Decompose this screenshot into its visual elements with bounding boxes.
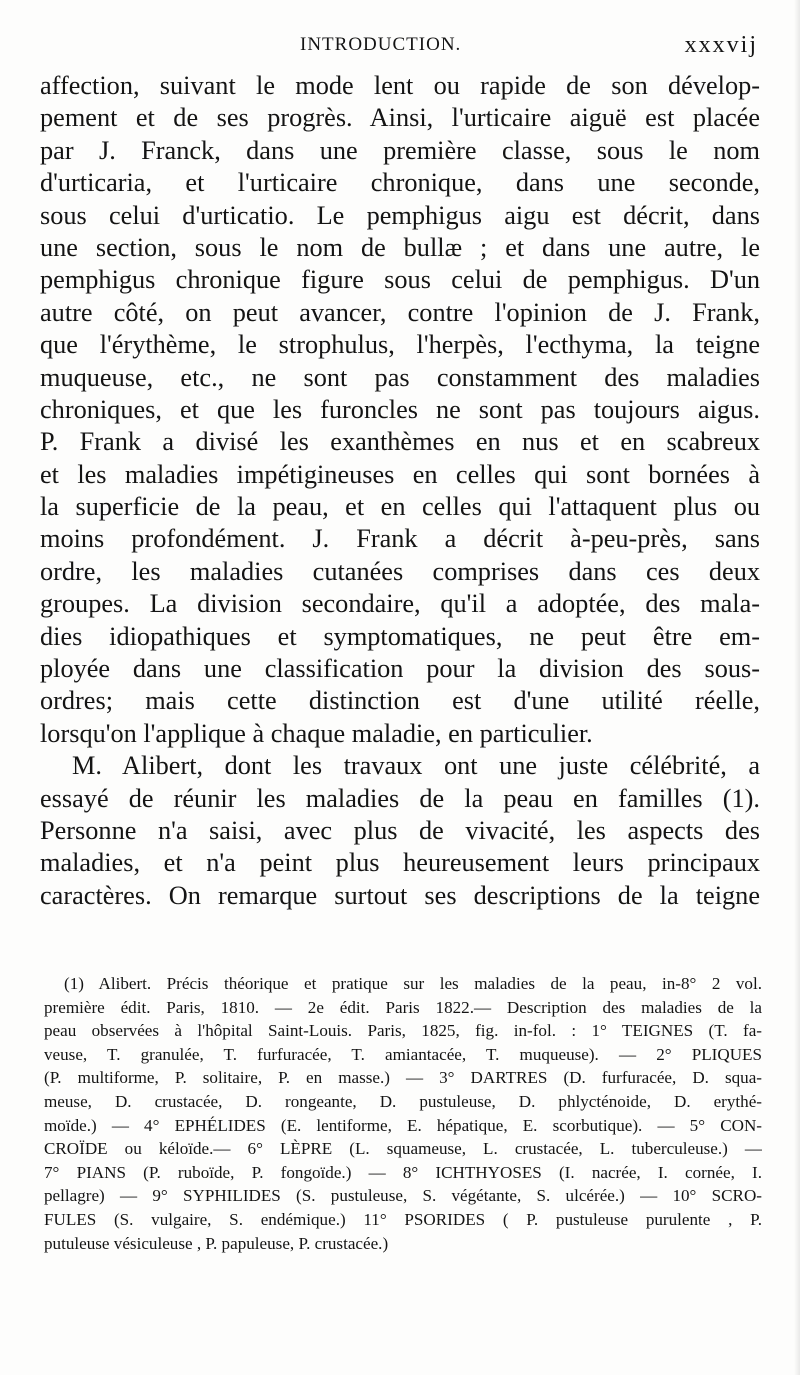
text-line: que l'érythème, le strophulus, l'herpès, l'ecthyma, la teigne	[40, 330, 760, 360]
text-line: d'urticaria, et l'urticaire chronique, dans une seconde,	[40, 168, 760, 198]
text-line: par J. Franck, dans une première classe, sous le nom	[40, 135, 760, 165]
text-line: affection, suivant le mode lent ou rapide de son dévelop-	[40, 71, 760, 100]
text-line: P. Frank a divisé les exanthèmes en nus et en scabreux	[40, 427, 760, 457]
text-line: sous celui d'urticatio. Le pemphigus aigu est décrit, dans	[40, 200, 760, 230]
footnote-line: CROÏDE ou kéloïde.— 6° LÈPRE (L. squameuse, L. crustacée, L. tuberculeuse.) —	[44, 1139, 762, 1159]
text-line: dies idiopathiques et symptomatiques, ne peut être em-	[40, 621, 760, 651]
running-title: INTRODUCTION.	[300, 34, 462, 55]
text-line: chroniques, et que les furoncles ne sont pas toujours aigus.	[40, 394, 760, 424]
footnote-line: (P. multiforme, P. solitaire, P. en masse.) — 3° DARTRES (D. furfuracée, D. squa-	[44, 1068, 762, 1088]
page-number: xxxvij	[684, 32, 758, 58]
footnote-line: pellagre) — 9° SYPHILIDES (S. pustuleuse, S. végétante, S. ulcérée.) — 10° SCRO-	[44, 1186, 762, 1206]
text-line: Personne n'a saisi, avec plus de vivacité, les aspects des	[40, 815, 760, 845]
text-line: ployée dans une classification pour la division des sous-	[40, 654, 760, 684]
text-line: essayé de réunir les maladies de la peau en familles (1).	[40, 783, 760, 813]
text-line: ordre, les maladies cutanées comprises dans ces deux	[40, 556, 760, 586]
text-line: autre côté, on peut avancer, contre l'opinion de J. Frank,	[40, 297, 760, 327]
text-line: caractères. On remarque surtout ses descriptions de la teigne	[40, 880, 760, 910]
page-edge-shadow	[794, 0, 800, 1375]
text-line: muqueuse, etc., ne sont pas constamment des maladies	[40, 362, 760, 392]
text-line: une section, sous le nom de bullæ ; et dans une autre, le	[40, 232, 760, 262]
main-text	[40, 70, 760, 912]
text-line: la superficie de la peau, et en celles qui l'attaquent plus ou	[40, 492, 760, 522]
text-line: groupes. La division secondaire, qu'il a adoptée, des mala-	[40, 589, 760, 619]
text-line: pemphigus chronique figure sous celui de pemphigus. D'un	[40, 265, 760, 295]
footnote-line: meuse, D. crustacée, D. rongeante, D. pustuleuse, D. phlycténoide, D. erythé-	[44, 1091, 762, 1111]
footnote-line: putuleuse vésiculeuse , P. papuleuse, P. crustacée.)	[44, 1233, 389, 1253]
footnote-line: 7° PIANS (P. ruboïde, P. fongoïde.) — 8° ICHTHYOSES (I. nacrée, I. cornée, I.	[44, 1162, 762, 1182]
footnote-line: première édit. Paris, 1810. — 2e édit. Paris 1822.— Description des maladies de la	[44, 997, 762, 1017]
footnote-line: peau observées à l'hôpital Saint-Louis. Paris, 1825, fig. in-fol. : 1° TEIGNES (T. fa-	[44, 1021, 762, 1041]
text-line: pement et de ses progrès. Ainsi, l'urticaire aiguë est placée	[40, 103, 760, 133]
footnote-line: FULES (S. vulgaire, S. endémique.) 11° PSORIDES ( P. pustuleuse purulente , P.	[44, 1209, 762, 1229]
running-header	[0, 28, 800, 68]
text-line: et les maladies impétigineuses en celles qui sont bornées à	[40, 459, 760, 489]
footnote-line: veuse, T. granulée, T. furfuracée, T. amiantacée, T. muqueuse). — 2° PLIQUES	[44, 1044, 762, 1064]
text-line: ordres; mais cette distinction est d'une utilité réelle,	[40, 686, 760, 716]
text-line: M. Alibert, dont les travaux ont une juste célébrité, a	[72, 751, 760, 781]
text-line: moins profondément. J. Frank a décrit à-peu-près, sans	[40, 524, 760, 554]
footnote	[44, 972, 762, 1255]
footnote-line: (1) Alibert. Précis théorique et pratique sur les maladies de la peau, in-8° 2 vol.	[64, 974, 762, 993]
footnote-line: moïde.) — 4° EPHÉLIDES (E. lentiforme, E. hépatique, E. scorbutique). — 5° CON-	[44, 1115, 762, 1135]
text-line: maladies, et n'a peint plus heureusement leurs principaux	[40, 848, 760, 878]
text-line: lorsqu'on l'applique à chaque maladie, en particulier.	[40, 718, 593, 748]
